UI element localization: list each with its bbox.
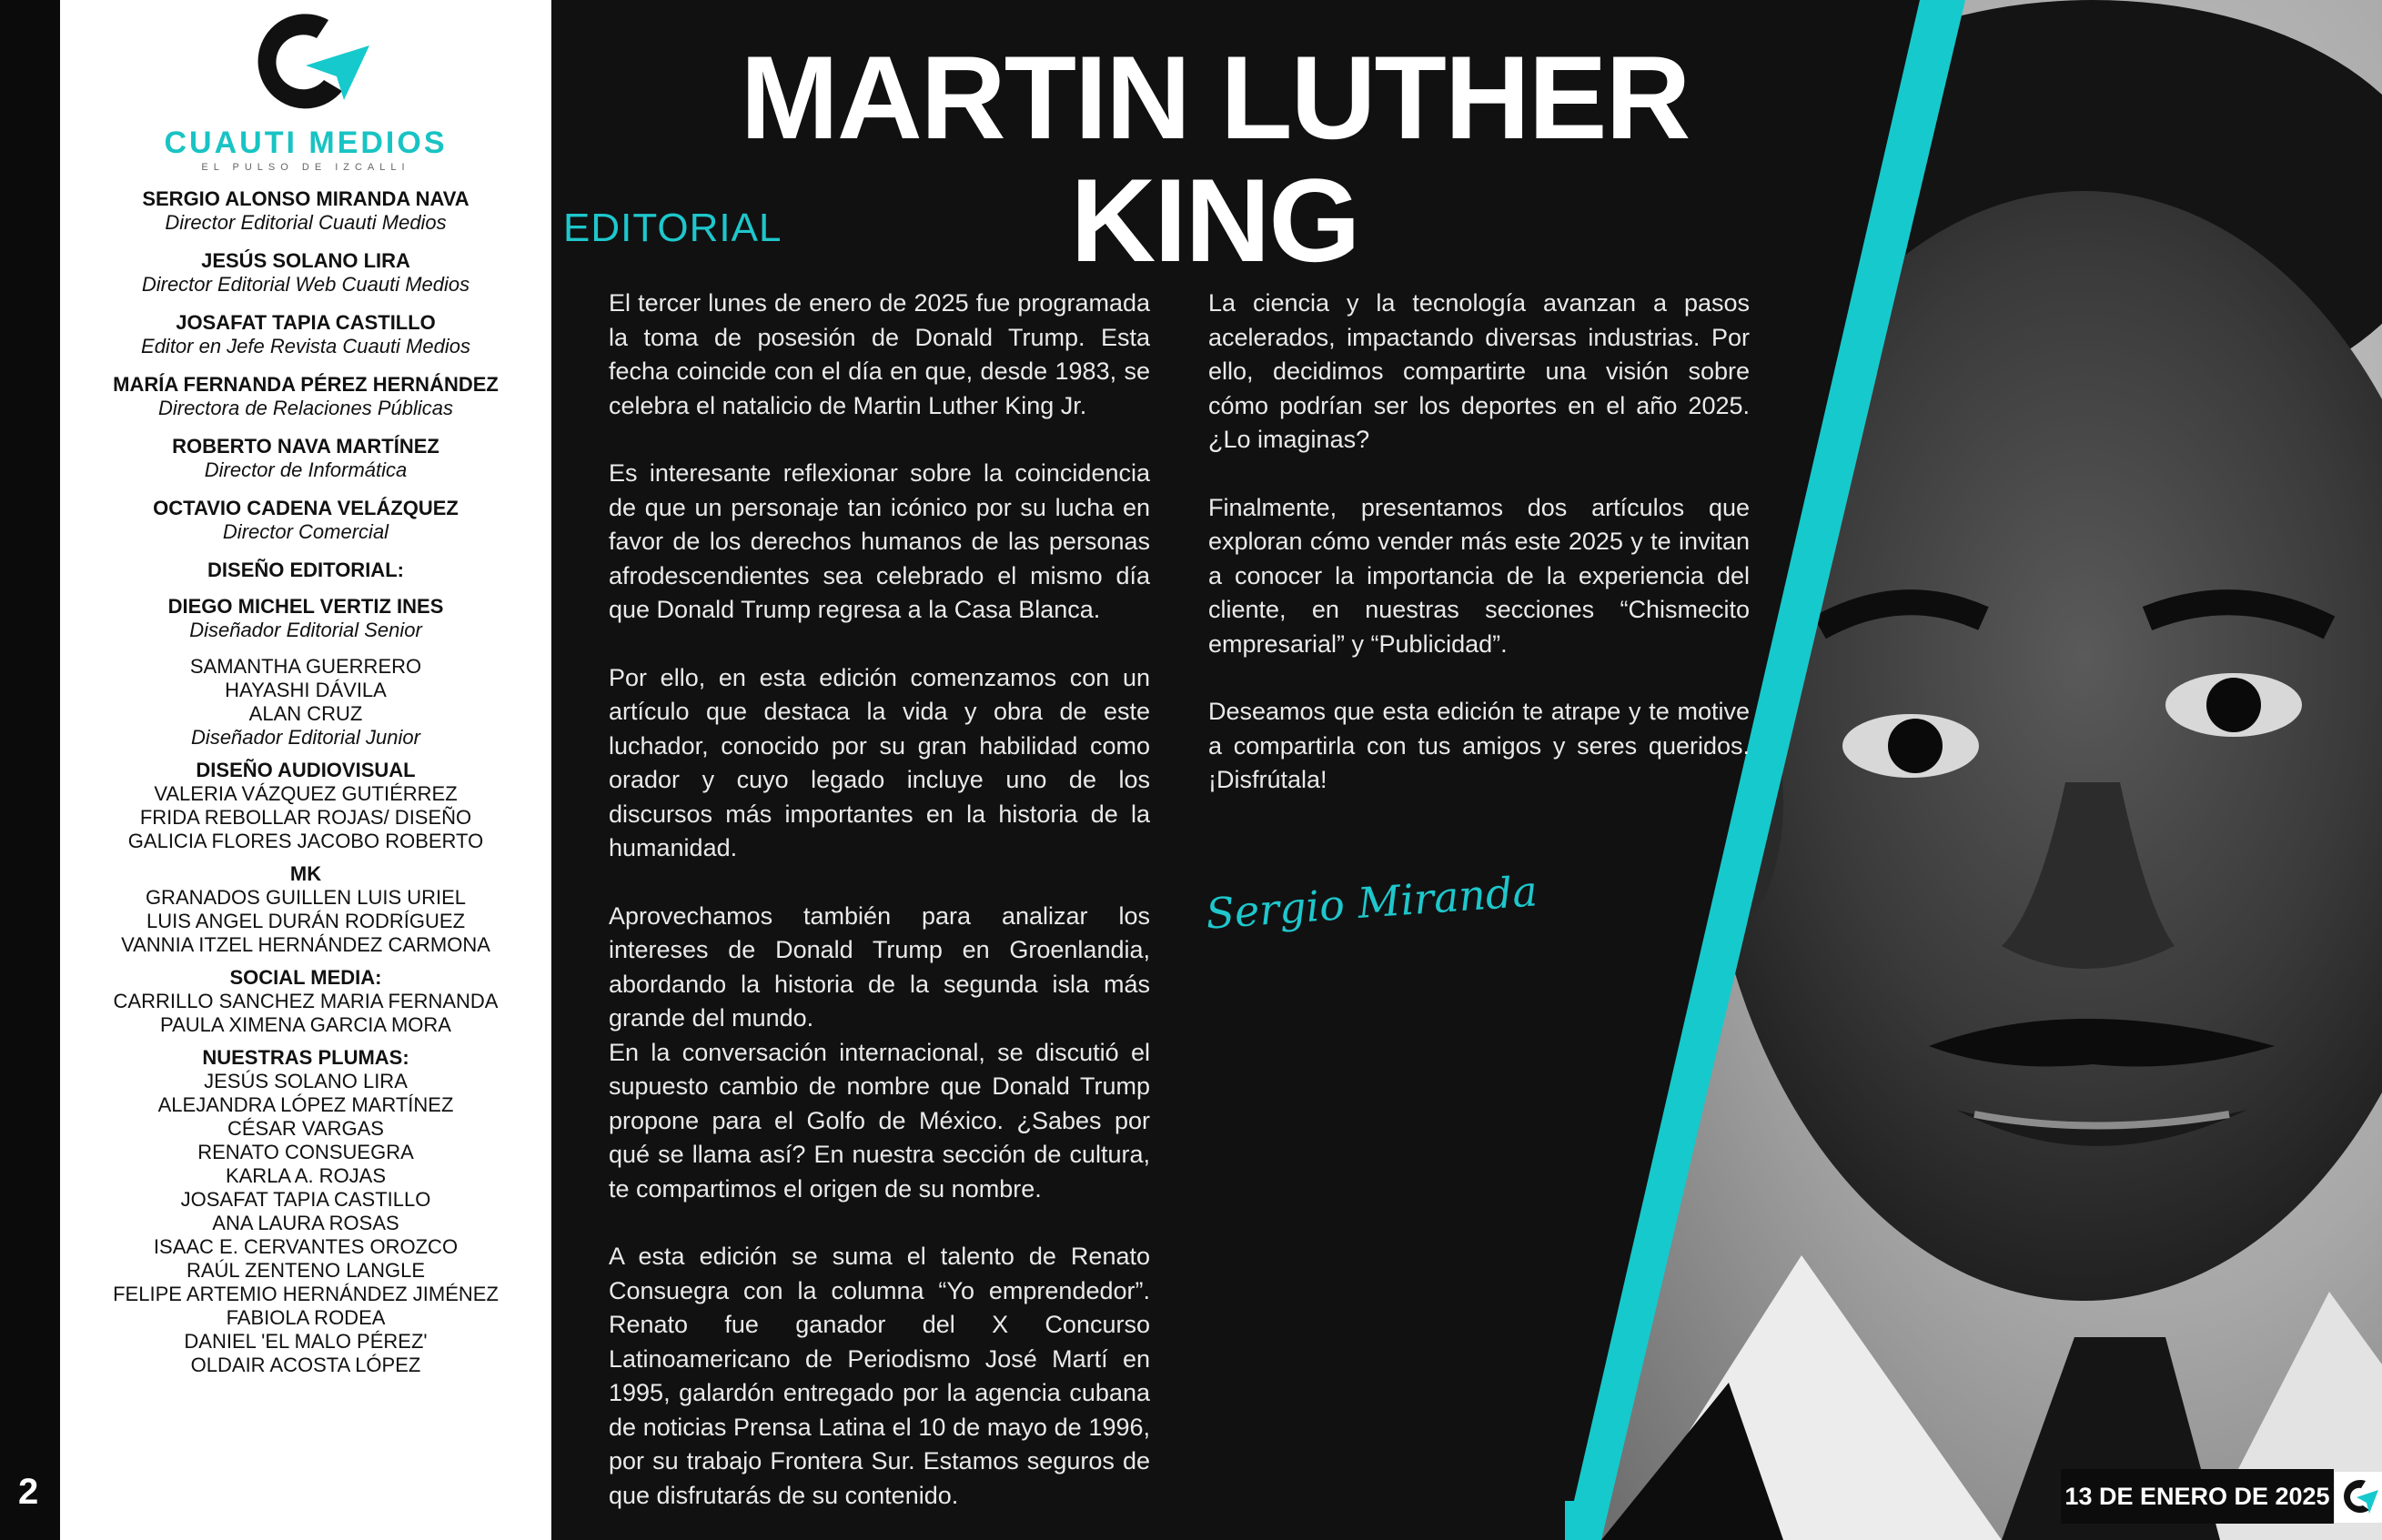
design-section <box>60 559 551 750</box>
paragraph: Deseamos que esta edición te atrape y te motive a compartirla con tus amigos y seres queridos. ¡Disfrútala! <box>1208 698 1750 793</box>
staff-role: Director Comercial <box>222 520 389 543</box>
staff-name: SERGIO ALONSO MIRANDA NAVA <box>142 187 469 210</box>
issue-date: 13 DE ENERO DE 2025 <box>2061 1469 2334 1524</box>
paragraph: Por ello, en esta edición comenzamos con un artículo que destaca la vida y obra de este luchador, conocido por su gran habilidad como orador y cuyo legado incluye uno de los discursos más importantes en la historia de la humanidad. <box>609 663 1150 861</box>
staff-name: LUIS ANGEL DURÁN RODRÍGUEZ <box>146 910 466 932</box>
section-heading: SOCIAL MEDIA: <box>229 966 382 989</box>
staff-role: Diseñador Editorial Junior <box>191 726 420 749</box>
article-title <box>619 31 1811 287</box>
writer-name: ALEJANDRA LÓPEZ MARTÍNEZ <box>157 1093 454 1116</box>
social-media-section <box>60 966 551 1037</box>
page-number: 2 <box>18 1472 39 1512</box>
section-heading: MK <box>289 862 322 885</box>
title-line-2: KING <box>1070 154 1359 287</box>
staff-role: Director Editorial Cuauti Medios <box>165 211 447 234</box>
paragraph: Es interesante reflexionar sobre la coincidencia de que un personaje tan icónico por su lucha en favor de los derechos humanos de las personas afrodescendientes sea celebrado el mismo día que Donald Trump regresa a la Casa Blanca. <box>609 459 1150 623</box>
staff-name: MARÍA FERNANDA PÉREZ HERNÁNDEZ <box>113 373 499 396</box>
writer-name: OLDAIR ACOSTA LÓPEZ <box>190 1354 421 1376</box>
writer-name: RAÚL ZENTENO LANGLE <box>186 1259 426 1282</box>
staff-name: ALAN CRUZ <box>248 702 363 725</box>
writer-name: ANA LAURA ROSAS <box>212 1212 399 1234</box>
paragraph: El tercer lunes de enero de 2025 fue programada la toma de posesión de Donald Trump. Esta fecha coincide con el día en que, desde 1983, se celebra el natalicio de Martin Luther King Jr. <box>609 289 1150 419</box>
staff-role: Director de Informática <box>204 458 408 481</box>
staff-name: OCTAVIO CADENA VELÁZQUEZ <box>153 497 459 519</box>
staff-name: VALERIA VÁZQUEZ GUTIÉRREZ <box>154 782 458 805</box>
writer-name: FABIOLA RODEA <box>226 1306 386 1329</box>
credits-panel <box>60 0 551 1540</box>
brand-name: CUAUTI MEDIOS <box>164 126 448 160</box>
article-column-2 <box>1208 287 1750 831</box>
brand-tagline: EL PULSO DE IZCALLI <box>201 162 410 173</box>
writer-name: FELIPE ARTEMIO HERNÁNDEZ JIMÉNEZ <box>113 1283 499 1305</box>
writer-name: KARLA A. ROJAS <box>225 1164 387 1187</box>
staff-entry <box>60 435 551 482</box>
staff-name: PAULA XIMENA GARCIA MORA <box>160 1013 451 1036</box>
staff-list <box>60 187 551 1386</box>
section-heading: NUESTRAS PLUMAS: <box>202 1046 409 1069</box>
left-margin-strip <box>0 0 60 1540</box>
staff-name: HAYASHI DÁVILA <box>225 679 387 701</box>
staff-role: Director Editorial Web Cuauti Medios <box>141 273 470 296</box>
staff-name: FRIDA REBOLLAR ROJAS/ DISEÑO <box>139 806 472 829</box>
staff-role: Diseñador Editorial Senior <box>189 619 422 641</box>
staff-entry <box>60 373 551 420</box>
staff-role: Editor en Jefe Revista Cuauti Medios <box>141 335 470 357</box>
article-column-1 <box>609 287 1150 1540</box>
paragraph: Aprovechamos también para analizar los intereses de Donald Trump en Groenlandia, abordando la historia de la segunda isla más grande del mundo. <box>609 901 1150 1032</box>
staff-name: CARRILLO SANCHEZ MARIA FERNANDA <box>113 990 499 1012</box>
paragraph: Finalmente, presentamos dos artículos que exploran cómo vender más este 2025 y te invitan a conocer la importancia de la experiencia del cliente, en nuestras secciones “Chismecito empresarial” y “Publicidad”. <box>1208 493 1750 658</box>
writers-section <box>60 1046 551 1377</box>
writer-name: CÉSAR VARGAS <box>227 1117 384 1140</box>
writer-name: DANIEL 'EL MALO PÉREZ' <box>184 1330 428 1353</box>
staff-role: Directora de Relaciones Públicas <box>157 397 454 419</box>
writer-name: JOSAFAT TAPIA CASTILLO <box>180 1188 431 1211</box>
section-heading: DISEÑO EDITORIAL: <box>207 559 404 581</box>
cuauti-logo-icon <box>242 9 388 118</box>
section-label: EDITORIAL <box>563 206 782 250</box>
audiovisual-section <box>60 759 551 853</box>
staff-name: SAMANTHA GUERRERO <box>189 655 422 678</box>
staff-name: JESÚS SOLANO LIRA <box>201 249 410 272</box>
staff-name: JOSAFAT TAPIA CASTILLO <box>176 311 436 334</box>
staff-entry <box>60 497 551 544</box>
staff-name: ROBERTO NAVA MARTÍNEZ <box>172 435 439 458</box>
writer-name: ISAAC E. CERVANTES OROZCO <box>153 1235 459 1258</box>
mk-section <box>60 862 551 957</box>
section-heading: DISEÑO AUDIOVISUAL <box>196 759 416 781</box>
writer-name: RENATO CONSUEGRA <box>197 1141 414 1163</box>
staff-entry <box>60 249 551 297</box>
title-line-1: MARTIN LUTHER <box>740 31 1690 164</box>
staff-name: DIEGO MICHEL VERTIZ INES <box>167 595 444 618</box>
staff-name: GALICIA FLORES JACOBO ROBERTO <box>127 830 484 852</box>
staff-name: VANNIA ITZEL HERNÁNDEZ CARMONA <box>121 933 490 956</box>
staff-name: GRANADOS GUILLEN LUIS URIEL <box>145 886 467 909</box>
writer-name: JESÚS SOLANO LIRA <box>204 1070 408 1092</box>
staff-entry <box>60 187 551 235</box>
paragraph: En la conversación internacional, se discutió el supuesto cambio de nombre que Donald Trump propone para el Golfo de México. ¿Sabes por qué se llama así? En nuestra sección de cultura, te compartimos el origen de su nombre. <box>609 1038 1150 1203</box>
author-signature: Sergio Miranda <box>1204 866 1539 939</box>
cuauti-small-logo-icon <box>2335 1472 2382 1523</box>
paragraph: A esta edición se suma el talento de Renato Consuegra con la columna “Yo emprendedor”. Renato fue ganador del X Concurso Latinoamericano de Periodismo José Martí en 1995, galardón entregado por la agencia cubana de noticias Prensa Latina el 10 de mayo de 1996, por su trabajo Frontera Sur. Estamos seguros de que disfrutarás de su contenido. <box>609 1243 1150 1509</box>
staff-entry <box>60 311 551 358</box>
paragraph: La ciencia y la tecnología avanzan a pasos acelerados, impactando diversas industrias. Por ello, decidimos compartirte una visión sobre cómo podrían ser los deportes en el año 2025. ¿Lo imaginas? <box>1208 289 1750 453</box>
